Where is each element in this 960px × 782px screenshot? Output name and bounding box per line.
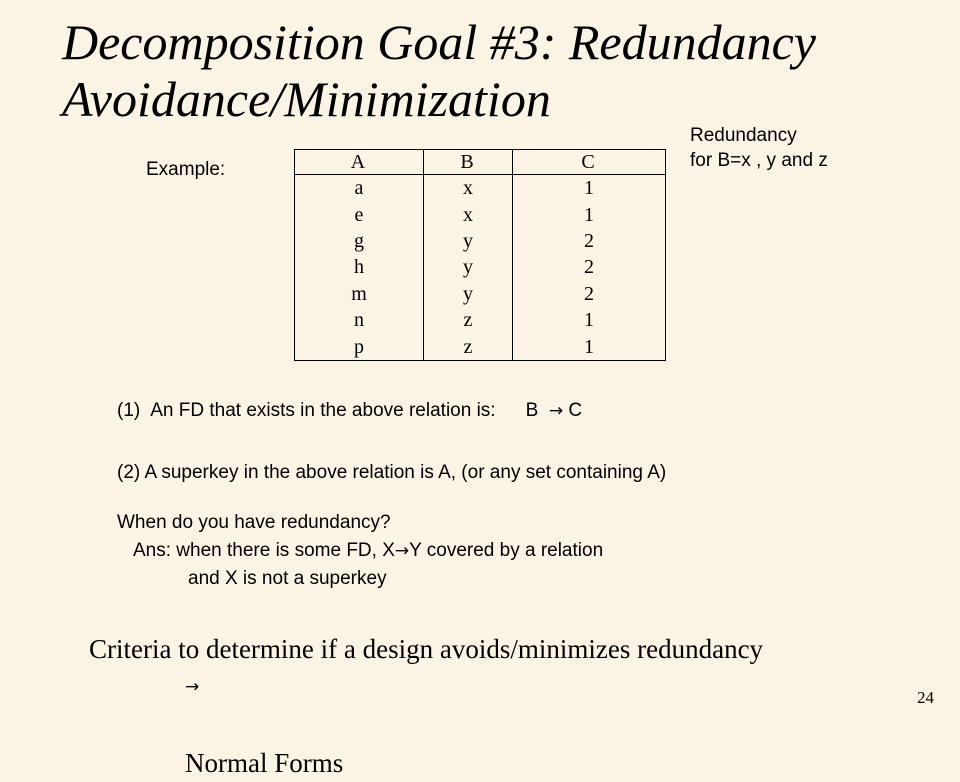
table-cell: e (354, 203, 364, 226)
table-cell: g (354, 230, 364, 253)
fd-statement-text: An FD that exists in the above relation is: (150, 400, 496, 421)
redundancy-note (690, 123, 828, 173)
table-cell: h (354, 256, 364, 279)
table-cell: x (424, 175, 513, 202)
table-cell: a (354, 177, 364, 200)
criteria-statement (89, 630, 763, 782)
table-cell: z (424, 307, 513, 333)
superkey-statement: (2) A superkey in the above relation is A, (or any set containing A) (117, 462, 667, 483)
table-cell: p (354, 335, 364, 358)
table-cell: y (424, 254, 513, 280)
table-cell: 2 (513, 228, 666, 254)
table-row (295, 175, 666, 202)
example-label: Example: (146, 159, 226, 180)
table-cell: 1 (513, 333, 666, 360)
criteria-line-1: Criteria to determine if a design avoids/minimizes redundancy (89, 634, 764, 664)
table-cell: x (424, 201, 513, 227)
redundancy-answer-line-2: and X is not a superkey (188, 568, 387, 589)
redundancy-answer (133, 540, 603, 562)
table-cell: z (424, 333, 513, 360)
normal-forms-label: Normal Forms (185, 748, 344, 778)
table-cell: 1 (513, 175, 666, 202)
relation-table (294, 149, 666, 361)
answer-prefix: Ans: when there is some FD, X (133, 540, 395, 561)
slide-title-line-2: Avoidance/Minimization (62, 71, 551, 127)
table-cell: y (424, 281, 513, 307)
column-header-b: B (424, 150, 513, 175)
slide-title (62, 14, 922, 128)
table-cell: 1 (513, 201, 666, 227)
fd-statement (117, 400, 582, 422)
column-header-c: C (513, 150, 666, 175)
fd-statement-number: (1) (117, 400, 141, 421)
fd-expression (526, 400, 583, 421)
table-cell: y (424, 228, 513, 254)
table-cell: n (354, 309, 364, 332)
table-row (295, 228, 666, 254)
answer-suffix: Y covered by a relation (409, 540, 604, 561)
table-row (295, 254, 666, 280)
relation-header-row (295, 150, 666, 175)
table-row (295, 281, 666, 307)
redundancy-note-line-2: for B=x , y and z (690, 150, 828, 171)
page-number: 24 (917, 688, 934, 707)
slide-title-line-1: Decomposition Goal #3: Redundancy (62, 14, 817, 70)
table-row (295, 307, 666, 333)
column-header-a: A (295, 150, 424, 175)
fd-rhs: C (568, 400, 583, 421)
table-cell: 2 (513, 254, 666, 280)
table-cell: 1 (513, 307, 666, 333)
right-arrow-icon: → (394, 541, 410, 561)
table-cell: m (351, 282, 367, 305)
table-row (295, 333, 666, 360)
redundancy-note-line-1: Redundancy (690, 125, 797, 146)
table-cell: 2 (513, 281, 666, 307)
criteria-line-2 (89, 668, 763, 782)
redundancy-question: When do you have redundancy? (117, 512, 391, 533)
table-row (295, 201, 666, 227)
right-arrow-icon: → (548, 401, 564, 421)
right-arrow-icon: → (185, 677, 200, 697)
fd-lhs: B (525, 400, 539, 421)
